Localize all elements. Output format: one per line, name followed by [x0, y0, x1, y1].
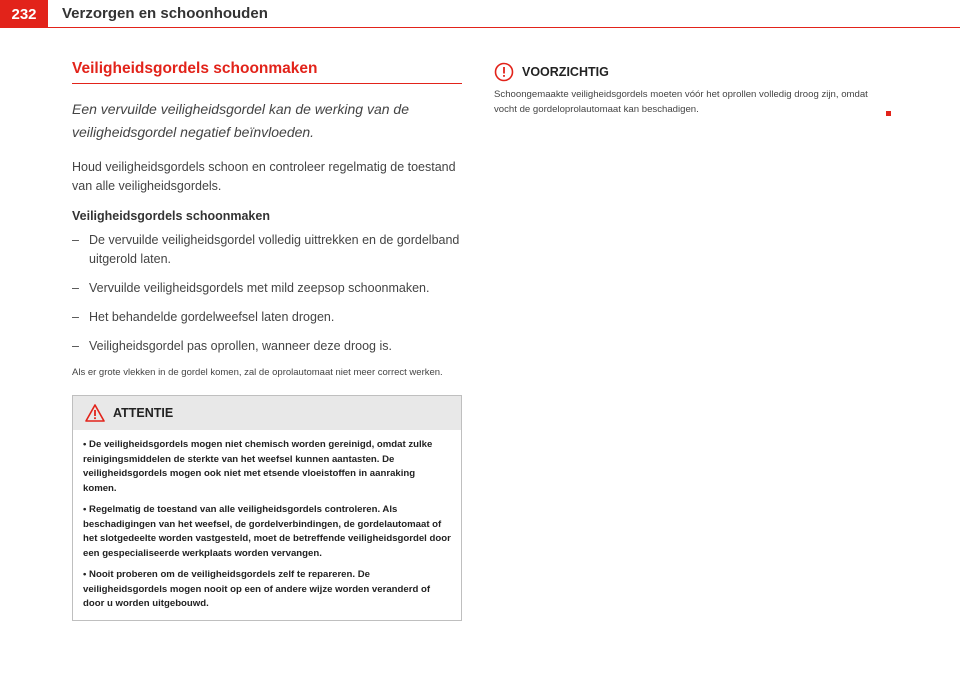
section-end-marker [886, 111, 891, 116]
section-title: Veiligheidsgordels schoonmaken [72, 60, 462, 84]
step-text: Het behandelde gordelweefsel laten drogen. [89, 310, 335, 324]
step-text: De vervuilde veiligheidsgordel volledig uittrekken en de gordelband uitgerold laten. [89, 233, 460, 266]
step-text: Vervuilde veiligheidsgordels met mild zeepsop schoonmaken. [89, 281, 430, 295]
header-divider [48, 27, 960, 28]
body-text: Houd veiligheidsgordels schoon en controleer regelmatig de toestand van alle veiligheidsgordels. [72, 160, 456, 193]
caution-title: VOORZICHTIG [522, 65, 609, 79]
intro-text: Een vervuilde veiligheidsgordel kan de werking van de veiligheidsgordel negatief beïnvloeden. [72, 101, 409, 140]
list-item: – Veiligheidsgordel pas oprollen, wanneer deze droog is. [72, 339, 392, 353]
warning-box [72, 395, 462, 621]
warning-header [73, 396, 461, 430]
page-number: 232 [0, 0, 48, 28]
note-text: Als er grote vlekken in de gordel komen, zal de oprolautomaat niet meer correct werken. [72, 367, 443, 378]
warning-item: • De veiligheidsgordels mogen niet chemisch worden gereinigd, omdat zulke reinigingsmiddelen de sterkte van het weefsel kunnen aantasten. De veiligheidsgordels mogen ook niet met etsende vloeistoffen in aanraking komen. [83, 439, 433, 494]
warning-item: • Regelmatig de toestand van alle veiligheidsgordels controleren. Als beschadigingen van het weefsel, de gordelverbindingen, de gordelautomaat of het slotgedeelte worden vastgesteld, moet de betreffende veiligheidsgordel door een gespecialiseerde werkplaats worden vervangen. [83, 504, 451, 559]
list-item: – Het behandelde gordelweefsel laten drogen. [72, 310, 335, 324]
warning-title: ATTENTIE [113, 406, 174, 420]
step-text: Veiligheidsgordel pas oprollen, wanneer deze droog is. [89, 339, 392, 353]
step-list [72, 231, 462, 356]
chapter-title: Verzorgen en schoonhouden [62, 5, 268, 22]
warning-triangle-icon [85, 404, 105, 422]
caution-text: Schoongemaakte veiligheidsgordels moeten vóór het oprollen volledig droog zijn, omdat vocht de gordeloprolautomaat kan beschadigen. [494, 89, 868, 115]
main-column [72, 60, 462, 621]
list-item: – Vervuilde veiligheidsgordels met mild zeepsop schoonmaken. [72, 281, 430, 295]
warning-item: • Nooit proberen om de veiligheidsgordels zelf te repareren. De veiligheidsgordels mogen nooit op een of andere wijze worden veranderd of door u worden uitgebouwd. [83, 569, 431, 609]
caution-header [494, 62, 879, 82]
caution-circle-icon [494, 62, 514, 82]
list-item: – De vervuilde veiligheidsgordel volledig uittrekken en de gordelband uitgerold laten. [72, 233, 460, 266]
side-column [494, 62, 879, 117]
warning-body [73, 430, 461, 620]
subheading: Veiligheidsgordels schoonmaken [72, 209, 270, 223]
